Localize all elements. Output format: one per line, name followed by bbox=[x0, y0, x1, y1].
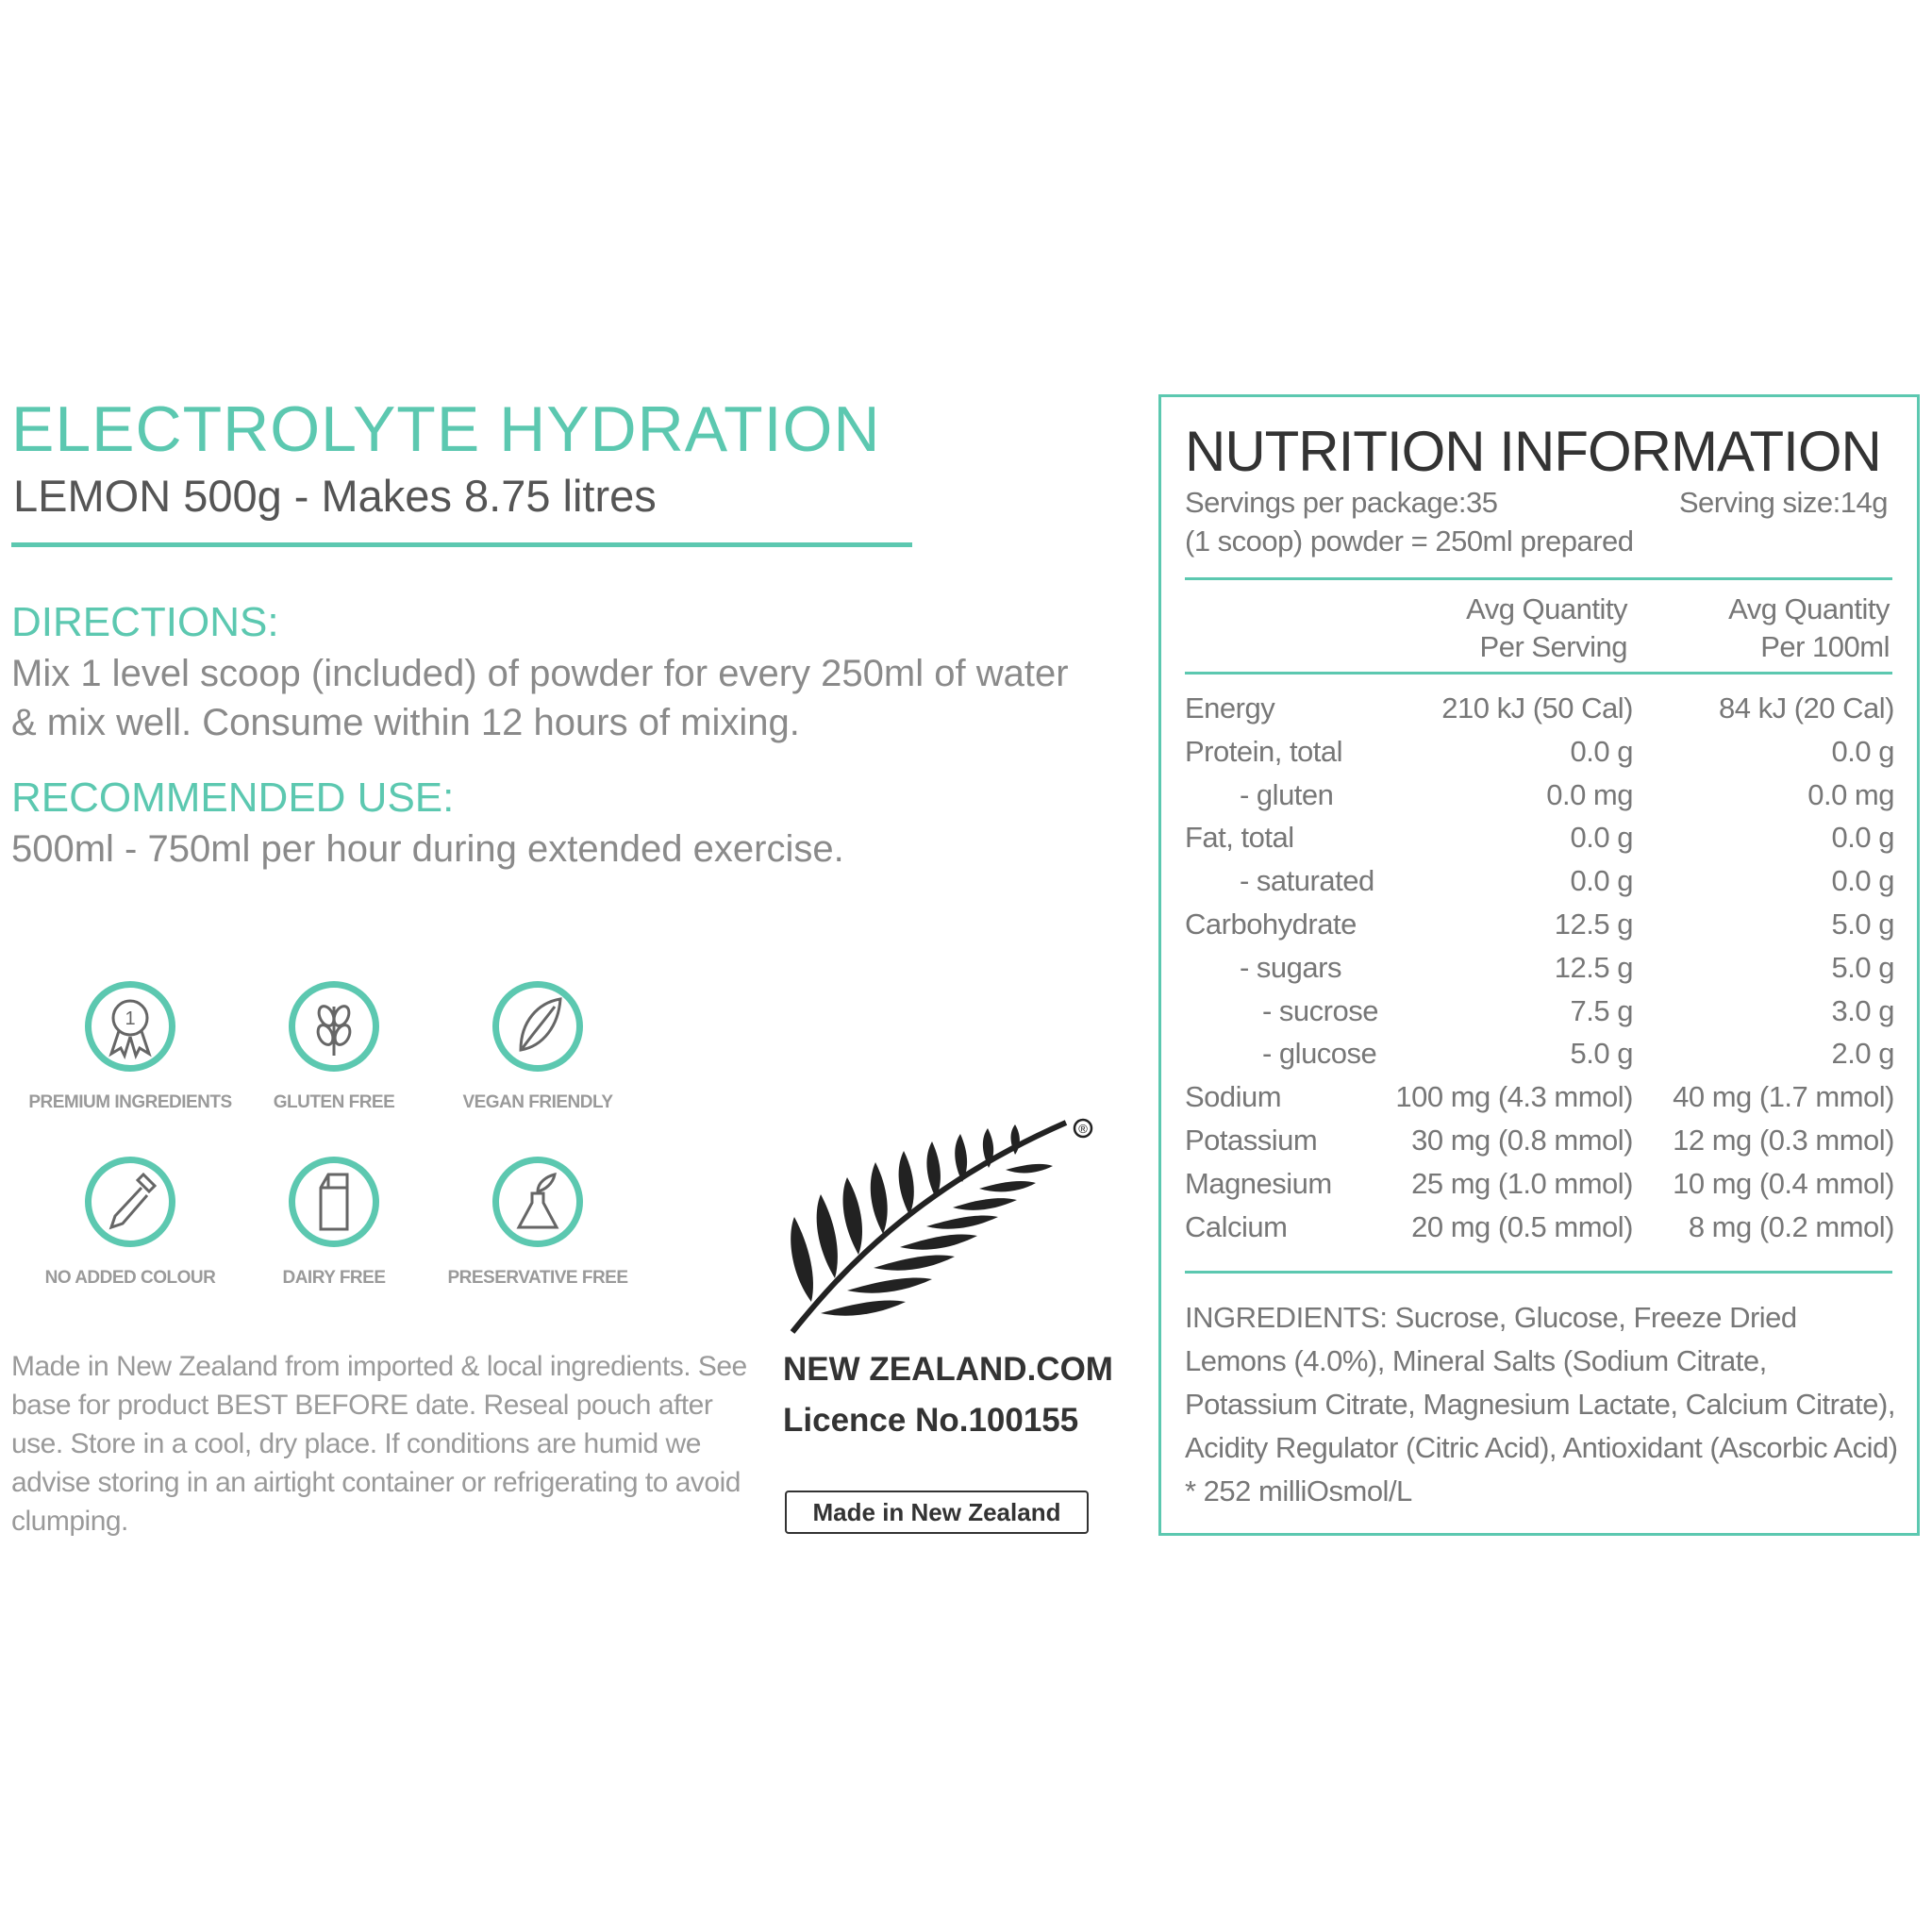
scoop-note: (1 scoop) powder = 250ml prepared bbox=[1185, 525, 1634, 558]
ingredients-text: INGREDIENTS: Sucrose, Glucose, Freeze Dried Lemons (4.0%), Mineral Salts (Sodium Citrate, Potassium Citrate, Magnesium Lactate, Calcium Citrate), Acidity Regulator (Citric Acid), Antioxidant (Ascorbic Acid) * 252 milliOsmol/L bbox=[1185, 1301, 1898, 1507]
per-100ml-value: 84 kJ (20 Cal) bbox=[1719, 691, 1894, 724]
nutrition-table bbox=[1185, 691, 1894, 1253]
panel-divider bbox=[1185, 1271, 1892, 1274]
badge-gluten-free bbox=[221, 981, 447, 1113]
per-100ml-value: 8 mg (0.2 mmol) bbox=[1688, 1209, 1894, 1243]
registered-mark: ® bbox=[1078, 1122, 1088, 1136]
per-serving-value: 0.0 mg bbox=[1546, 777, 1633, 811]
recommended-use-heading: RECOMMENDED USE: bbox=[11, 774, 455, 821]
per-serving-value: 12.5 g bbox=[1554, 950, 1633, 984]
per-100ml-value: 5.0 g bbox=[1831, 950, 1894, 984]
per-serving-value: 0.0 g bbox=[1570, 734, 1633, 768]
nutrition-row bbox=[1185, 1037, 1894, 1080]
title-divider bbox=[11, 542, 912, 547]
per-serving-value: 20 mg (0.5 mmol) bbox=[1411, 1209, 1633, 1243]
nutrient-label: Magnesium bbox=[1185, 1166, 1332, 1200]
nutrient-label: - sugars bbox=[1240, 950, 1341, 984]
nutrient-label: Protein, total bbox=[1185, 734, 1343, 768]
per-100ml-value: 12 mg (0.3 mmol) bbox=[1673, 1123, 1894, 1157]
panel-divider bbox=[1185, 672, 1892, 675]
nutrient-label: Carbohydrate bbox=[1185, 907, 1357, 941]
per-100ml-value: 10 mg (0.4 mmol) bbox=[1673, 1166, 1894, 1200]
serving-size: Serving size:14g bbox=[1678, 486, 1888, 519]
badge-label: PREMIUM INGREDIENTS bbox=[28, 1092, 232, 1112]
badge-preservative-free bbox=[425, 1157, 651, 1289]
product-subtitle: LEMON 500g - Makes 8.75 litres bbox=[13, 471, 657, 521]
badge-label: VEGAN FRIENDLY bbox=[462, 1092, 613, 1112]
milk-carton-icon bbox=[289, 1157, 379, 1247]
nutrition-row bbox=[1185, 908, 1894, 951]
nutrition-row bbox=[1185, 1210, 1894, 1254]
nutrient-label: Fat, total bbox=[1185, 821, 1294, 855]
badge-label: GLUTEN FREE bbox=[273, 1092, 395, 1112]
nutrient-label: Sodium bbox=[1185, 1080, 1282, 1114]
nutrition-row bbox=[1185, 691, 1894, 735]
badge-vegan-friendly bbox=[425, 981, 651, 1113]
per-serving-value: 12.5 g bbox=[1554, 907, 1633, 941]
per-serving-value: 7.5 g bbox=[1570, 993, 1633, 1027]
licence-number: Licence No.100155 bbox=[783, 1402, 1079, 1439]
nutrition-row bbox=[1185, 1124, 1894, 1167]
nutrition-row bbox=[1185, 951, 1894, 994]
per-100ml-value: 0.0 g bbox=[1831, 864, 1894, 898]
per-100ml-value: 40 mg (1.7 mmol) bbox=[1673, 1080, 1894, 1114]
directions-text: Mix 1 level scoop (included) of powder for every 250ml of water & mix well. Consume within 12 hours of mixing. bbox=[11, 653, 1069, 743]
per-serving-value: 0.0 g bbox=[1570, 864, 1633, 898]
directions-heading: DIRECTIONS: bbox=[11, 599, 279, 645]
nutrient-label: - glucose bbox=[1262, 1037, 1377, 1071]
medal-icon bbox=[85, 981, 175, 1072]
badge-no-added-colour bbox=[17, 1157, 243, 1289]
dropper-icon bbox=[85, 1157, 175, 1247]
column-header-per-100ml: Avg Quantity Per 100ml bbox=[1728, 592, 1890, 663]
nutrient-label: Energy bbox=[1185, 691, 1275, 724]
recommended-use-text: 500ml - 750ml per hour during extended exercise. bbox=[11, 828, 844, 870]
per-serving-value: 5.0 g bbox=[1570, 1037, 1633, 1071]
per-serving-value: 210 kJ (50 Cal) bbox=[1441, 691, 1633, 724]
per-100ml-value: 0.0 g bbox=[1831, 821, 1894, 855]
column-header-per-serving: Avg Quantity Per Serving bbox=[1466, 592, 1627, 663]
nutrient-label: - sucrose bbox=[1262, 993, 1378, 1027]
flask-icon bbox=[492, 1157, 583, 1247]
svg-text:1: 1 bbox=[125, 1008, 136, 1029]
nutrient-label: - gluten bbox=[1240, 777, 1334, 811]
nutrition-row bbox=[1185, 1080, 1894, 1124]
badge-label: DAIRY FREE bbox=[282, 1268, 386, 1288]
nutrition-row bbox=[1185, 1167, 1894, 1210]
nutrient-label: Calcium bbox=[1185, 1209, 1288, 1243]
per-serving-value: 0.0 g bbox=[1570, 821, 1633, 855]
badge-label: NO ADDED COLOUR bbox=[44, 1268, 216, 1288]
badge-premium-ingredients bbox=[17, 981, 243, 1113]
nutrition-row bbox=[1185, 994, 1894, 1038]
wheat-icon bbox=[289, 981, 379, 1072]
per-100ml-value: 0.0 mg bbox=[1807, 777, 1894, 811]
badge-label: PRESERVATIVE FREE bbox=[447, 1268, 628, 1288]
product-title: ELECTROLYTE HYDRATION bbox=[11, 393, 881, 465]
nutrition-row bbox=[1185, 821, 1894, 864]
panel-divider bbox=[1185, 577, 1892, 580]
nutrition-title: NUTRITION INFORMATION bbox=[1185, 420, 1881, 483]
per-100ml-value: 5.0 g bbox=[1831, 907, 1894, 941]
per-100ml-value: 3.0 g bbox=[1831, 993, 1894, 1027]
per-serving-value: 30 mg (0.8 mmol) bbox=[1411, 1123, 1633, 1157]
made-in-nz-badge: Made in New Zealand bbox=[785, 1491, 1089, 1534]
per-serving-value: 100 mg (4.3 mmol) bbox=[1395, 1080, 1633, 1114]
nz-website-text: NEW ZEALAND.COM bbox=[783, 1351, 1113, 1388]
nutrition-row bbox=[1185, 864, 1894, 908]
nutrient-label: - saturated bbox=[1240, 864, 1374, 898]
servings-per-package: Servings per package:35 bbox=[1185, 486, 1498, 519]
nutrition-row bbox=[1185, 735, 1894, 778]
silver-fern-logo bbox=[783, 1113, 1104, 1340]
nutrient-label: Potassium bbox=[1185, 1123, 1318, 1157]
leaf-icon bbox=[492, 981, 583, 1072]
per-serving-value: 25 mg (1.0 mmol) bbox=[1411, 1166, 1633, 1200]
nutrition-row bbox=[1185, 778, 1894, 822]
per-100ml-value: 2.0 g bbox=[1831, 1037, 1894, 1071]
badge-dairy-free bbox=[221, 1157, 447, 1289]
storage-small-print: Made in New Zealand from imported & local ingredients. See base for product BEST BEFORE date. Reseal pouch after use. Store in a cool, dry place. If conditions are humid we advise storing in an airtight container or refrigerating to avoid clumping. bbox=[11, 1351, 747, 1537]
per-100ml-value: 0.0 g bbox=[1831, 734, 1894, 768]
